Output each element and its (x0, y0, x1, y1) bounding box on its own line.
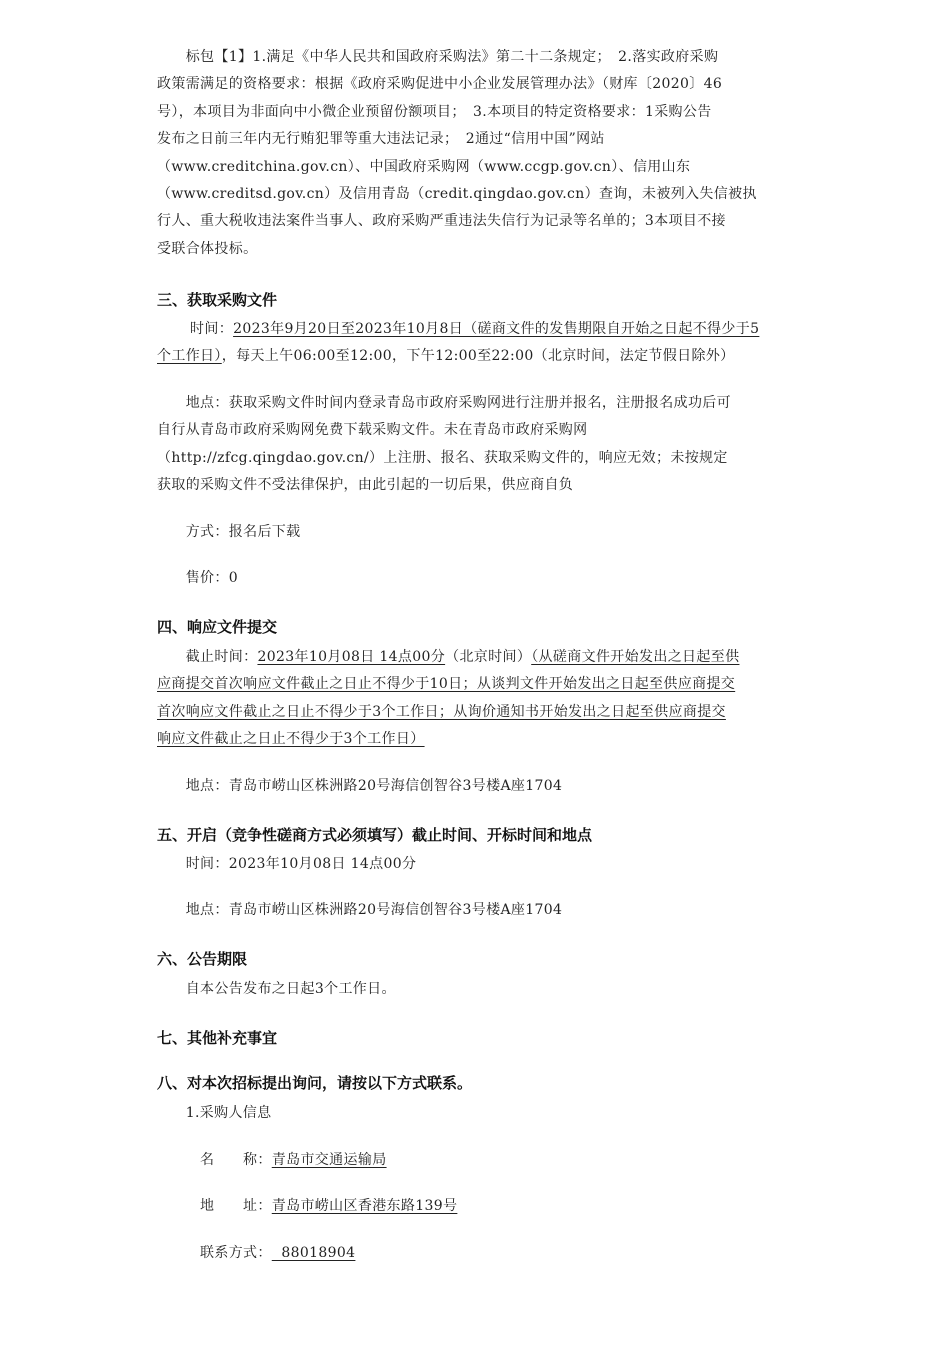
time-label: 时间： (190, 321, 234, 337)
section-heading-3: 三、获取采购文件 (157, 291, 278, 309)
purchaser-contact-row (200, 1240, 840, 1267)
purchaser-name: 青岛市交通运输局 (271, 1152, 387, 1168)
time-value: 2023年9月20日至2023年10月8日（磋商文件的发售期限自开始之日起不得少于5 (233, 321, 760, 337)
time-value-cont: 个工作日） (157, 348, 222, 365)
section-heading-4: 四、响应文件提交 (157, 618, 278, 636)
section3-price: 售价：0 (157, 570, 239, 586)
section-heading-7: 七、其他补充事宜 (157, 1029, 278, 1047)
text-line: 标包【1】1.满足《中华人民共和国政府采购法》第二十二条规定； 2.落实政府采购 (157, 49, 719, 65)
purchaser-address-row (200, 1193, 840, 1220)
section5-time: 时间：2023年10月08日 14点00分 (157, 856, 417, 872)
purchaser-phone: 88018904 (271, 1245, 356, 1261)
section-heading-8: 八、对本次招标提出询问，请按以下方式联系。 (157, 1074, 473, 1092)
time-hours: ，每天上午06:00至12:00，下午12:00至22:00（北京时间，法定节假日除外） (221, 348, 735, 365)
deadline-value: 2023年10月08日 14点00分 (257, 649, 446, 665)
deadline-label: 截止时间： (157, 649, 258, 665)
section6-text: 自本公告发布之日起3个工作日。 (157, 981, 396, 997)
purchaser-heading: 1.采购人信息 (157, 1105, 272, 1121)
section3-method: 方式：报名后下载 (157, 524, 301, 540)
section-heading-5: 五、开启（竞争性磋商方式必须填写）截止时间、开标时间和地点 (157, 826, 593, 844)
deadline-note-line: 应商提交首次响应文件截止之日止不得少于10日；从谈判文件开始发出之日起至供应商提交 (157, 676, 736, 693)
text-line: 号），本项目为非面向中小微企业预留份额项目； 3.本项目的特定资格要求：1采购公告 (157, 103, 712, 120)
address-label: 地 址： (200, 1198, 272, 1214)
deadline-note: （从磋商文件开始发出之日起至供 (531, 649, 740, 665)
purchaser-name-row (200, 1147, 840, 1174)
section3-place (157, 390, 797, 500)
text-line: 地点：获取采购文件时间内登录青岛市政府采购网进行注册并报名，注册报名成功后可 (157, 395, 731, 411)
section5-place: 地点：青岛市崂山区株洲路20号海信创智谷3号楼A座1704 (157, 902, 563, 918)
section4-place: 地点：青岛市崂山区株洲路20号海信创智谷3号楼A座1704 (157, 778, 563, 794)
text-line: 政策需满足的资格要求：根据《政府采购促进中小企业发展管理办法》（财库〔2020〕46 (157, 76, 723, 93)
text-line: 发布之日前三年内无行贿犯罪等重大违法记录； 2通过“信用中国”网站 (157, 131, 605, 148)
contact-label: 联系方式： (200, 1245, 272, 1261)
text-line: 自行从青岛市政府采购网免费下载采购文件。未在青岛市政府采购网 (157, 422, 588, 439)
text-line: （www.creditsd.gov.cn）及信用青岛（credit.qingdao.gov.cn）查询，未被列入失信被执 (157, 185, 757, 202)
text-line: 受联合体投标。 (157, 240, 258, 257)
text-line: （http://zfcg.qingdao.gov.cn/）上注册、报名、获取采购文件的，响应无效；未按规定 (157, 449, 728, 466)
qualification-paragraph (157, 44, 797, 263)
text-line: 行人、重大税收违法案件当事人、政府采购严重违法失信行为记录等名单的；3本项目不接 (157, 213, 726, 230)
text-line: （www.creditchina.gov.cn）、中国政府采购网（www.ccgp.gov.cn）、信用山东 (157, 158, 691, 175)
deadline-timezone: （北京时间） (445, 649, 532, 665)
deadline-note-line: 响应文件截止之日止不得少于3个工作日） (157, 731, 425, 748)
text-line: 获取的采购文件不受法律保护，由此引起的一切后果，供应商自负 (157, 477, 574, 494)
section4-deadline (157, 644, 797, 754)
deadline-note-line: 首次响应文件截止之日止不得少于3个工作日；从询价通知书开始发出之日起至供应商提交 (157, 703, 726, 720)
section-heading-6: 六、公告期限 (157, 950, 248, 968)
name-label: 名 称： (200, 1152, 272, 1168)
purchaser-address: 青岛市崂山区香港东路139号 (271, 1198, 458, 1214)
section3-time (157, 316, 797, 371)
